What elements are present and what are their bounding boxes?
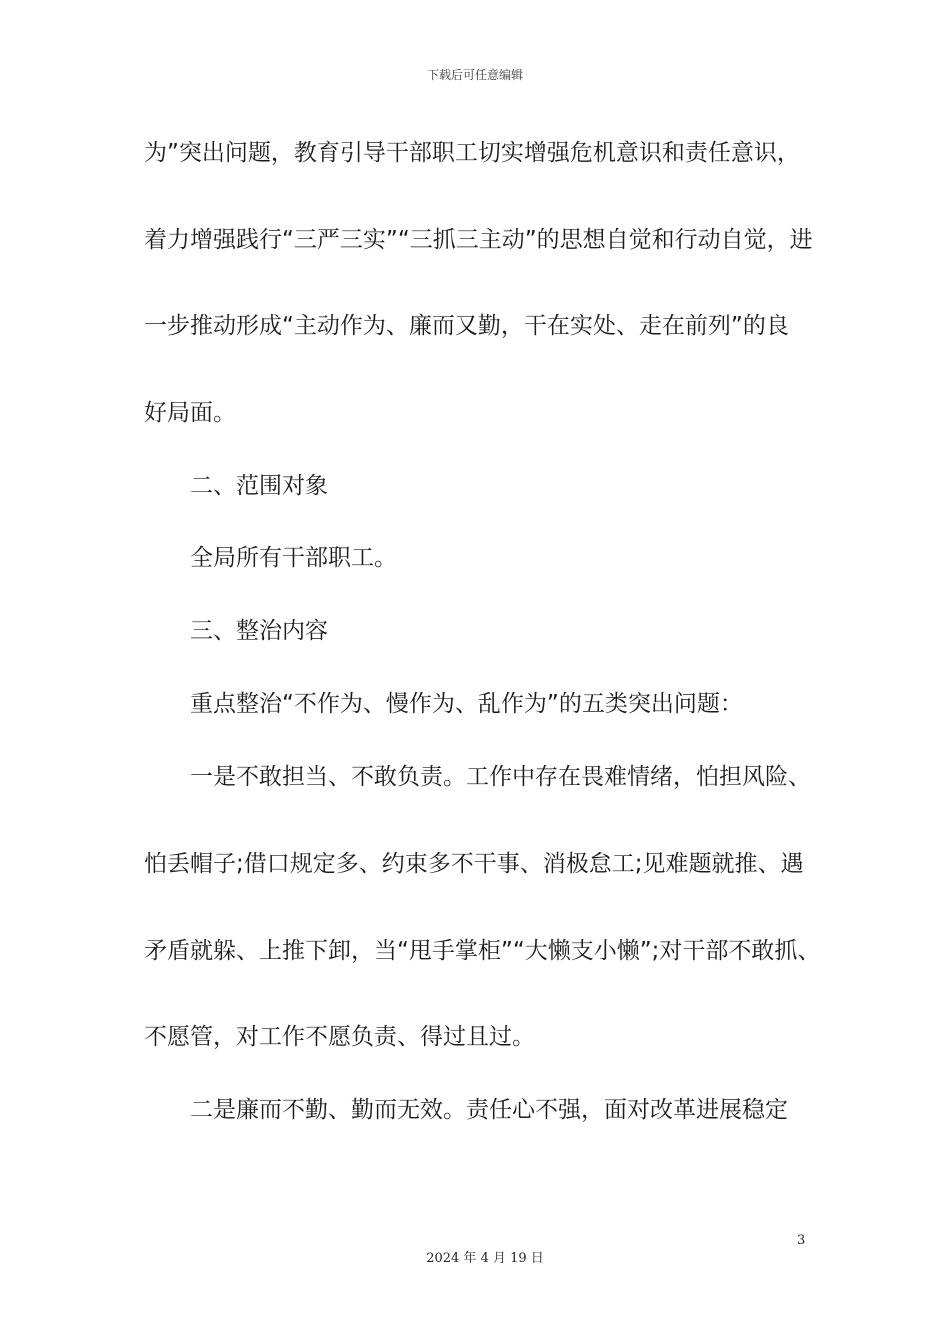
- body-line-2: 着力增强践行“三严三实”“三抓三主动”的思想自觉和行动自觉，进: [144, 227, 813, 253]
- body-line-9: 一是不敢担当、不敢负责。工作中存在畏难情绪，怕担风险、: [190, 764, 811, 790]
- page-number: 3: [797, 1233, 806, 1248]
- footer-date: 2024 年 4 月 19 日: [426, 1251, 544, 1266]
- body-line-4: 好局面。: [144, 400, 236, 426]
- page-header: 下载后可任意编辑: [426, 68, 523, 82]
- section-heading-scope: 二、范围对象: [190, 473, 328, 499]
- body-line-12: 不愿管，对工作不愿负责、得过且过。: [144, 1024, 535, 1050]
- body-line-10: 怕丢帽子;借口规定多、约束多不干事、消极怠工;见难题就推、遇: [144, 851, 804, 877]
- body-line-13: 二是廉而不勤、勤而无效。责任心不强，面对改革进展稳定: [190, 1097, 788, 1123]
- body-line-8: 重点整治“不作为、慢作为、乱作为”的五类突出问题：: [190, 691, 743, 717]
- body-line-11: 矛盾就躲、上推下卸，当“甩手掌柜”“大懒支小懒”;对干部不敢抓、: [144, 938, 821, 964]
- body-line-1: 为”突出问题，教育引导干部职工切实增强危机意识和责任意识，: [144, 140, 800, 166]
- section-heading-content: 三、整治内容: [190, 618, 328, 644]
- body-line-6: 全局所有干部职工。: [190, 545, 397, 571]
- body-line-3: 一步推动形成“主动作为、廉而又勤，干在实处、走在前列”的良: [144, 313, 789, 339]
